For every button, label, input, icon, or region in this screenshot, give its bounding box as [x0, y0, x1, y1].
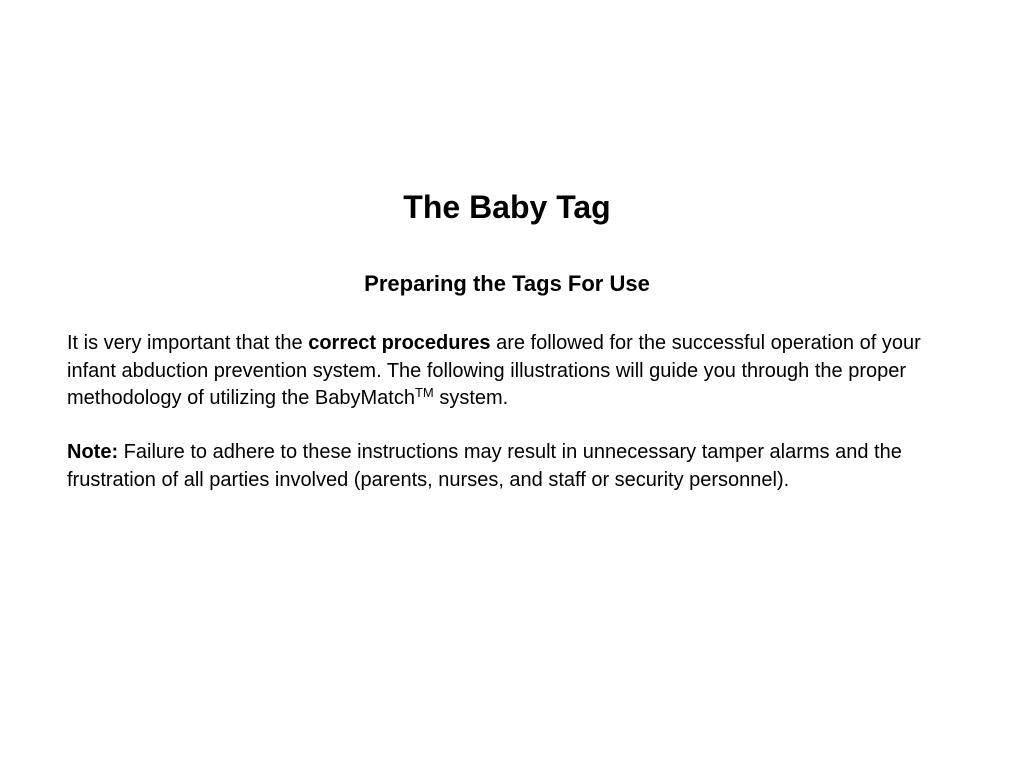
section-heading: Preparing the Tags For Use	[364, 271, 650, 296]
note-paragraph	[67, 439, 967, 494]
intro-text-end: system.	[433, 387, 509, 409]
intro-text-middle: are followed for the successful operation of your infant abduction prevention system. The following illustrations will guide you through the proper methodology of utilizing the BabyMatch	[67, 332, 921, 409]
emphasis-text: correct procedures	[308, 332, 491, 354]
trademark-symbol: TM	[414, 385, 434, 400]
page-title: The Baby Tag	[403, 189, 611, 225]
note-text: Failure to adhere to these instructions may result in unnecessary tamper alarms and the frustration of all parties involved (parents, nurses, and staff or security personnel).	[67, 441, 902, 491]
intro-paragraph	[67, 330, 967, 413]
note-label: Note:	[67, 441, 119, 463]
intro-text-start: It is very important that the	[67, 332, 309, 354]
